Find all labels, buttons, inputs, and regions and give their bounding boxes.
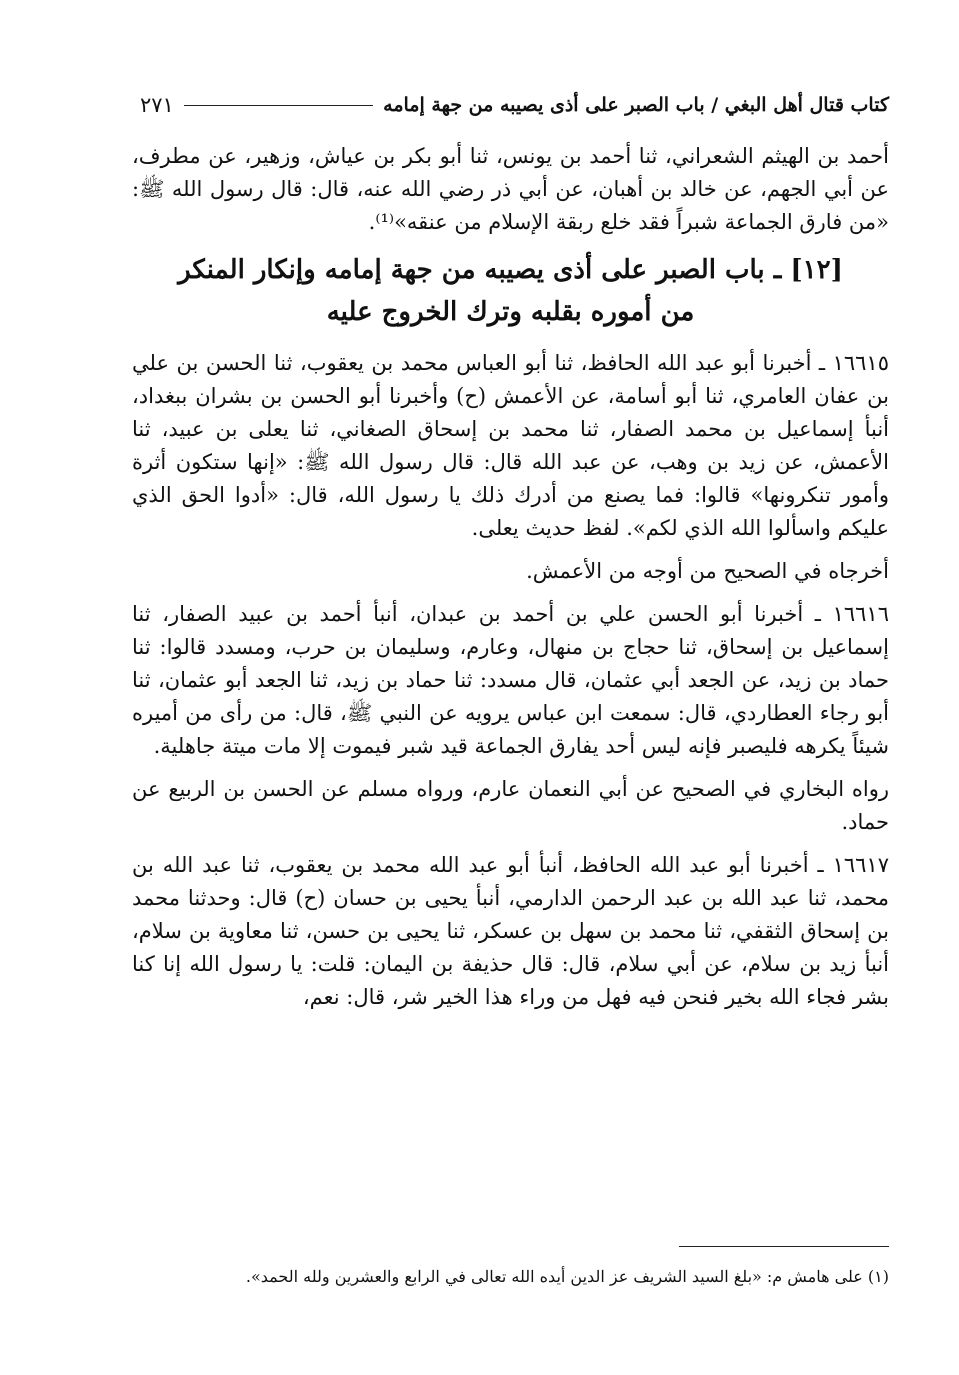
footnote: (١) على هامش م: «بلغ السيد الشريف عز الدين أيده الله تعالى في الرابع والعشرين ولله الحمد».	[245, 1267, 889, 1286]
main-text	[132, 140, 889, 1024]
page-number: ٢٧١	[140, 93, 174, 117]
paragraph: ١٦٦١٧ ـ أخبرنا أبو عبد الله الحافظ، أنبأ أبو عبد الله محمد بن يعقوب، ثنا عبد الله بن محمد، ثنا عبد الله بن عبد الرحمن الدارمي، أنبأ يحيى بن حسان (ح) قال: وحدثنا محمد بن إسحاق الثقفي، ثنا محمد بن سهل بن عسكر، ثنا يحيى بن حسن، ثنا معاوية بن سلام، أنبأ زيد بن سلام، عن أبي سلام، قال: قال حذيفة بن اليمان: قلت: يا رسول الله إنا كنا بشر فجاء الله بخير فنحن فيه فهل من وراء هذا الخير شر، قال: نعم،	[132, 853, 889, 1009]
paragraph: أحمد بن الهيثم الشعراني، ثنا أحمد بن يونس، ثنا أبو بكر بن عياش، وزهير، عن مطرف، عن أبي الجهم، عن خالد بن أهبان، عن أبي ذر رضي الله عنه، قال: قال رسول الله ﷺ: «من فارق الجماعة شبراً فقد خلع ربقة الإسلام من عنقه»⁽¹⁾.	[132, 144, 889, 234]
chapter-heading	[132, 249, 889, 333]
footnotes	[132, 1264, 889, 1290]
paragraph: رواه البخاري في الصحيح عن أبي النعمان عارم، ورواه مسلم عن الحسن بن الربيع عن حماد.	[132, 777, 889, 834]
running-header	[140, 88, 889, 122]
chapter-heading-line: [١٢] ـ باب الصبر على أذى يصيبه من جهة إمامه وإنكار المنكر	[178, 255, 843, 285]
paragraph: ١٦٦١٥ ـ أخبرنا أبو عبد الله الحافظ، ثنا أبو العباس محمد بن يعقوب، ثنا الحسن بن علي بن عفان العامري، ثنا أبو أسامة، عن الأعمش (ح) وأخبرنا أبو الحسن بن بشران ببغداد، أنبأ إسماعيل بن محمد الصفار، ثنا محمد بن إسحاق الصغاني، ثنا يعلى بن عبيد، ثنا الأعمش، عن زيد بن وهب، عن عبد الله قال: قال رسول الله ﷺ: «إنها ستكون أثرة وأمور تنكرونها» قالوا: فما يصنع من أدرك ذلك يا رسول الله، قال: «أدوا الحق الذي عليكم واسألوا الله الذي لكم». لفظ حديث يعلى.	[132, 351, 889, 540]
chapter-heading-line: من أموره بقلبه وترك الخروج عليه	[326, 297, 695, 327]
paragraph: ١٦٦١٦ ـ أخبرنا أبو الحسن علي بن أحمد بن عبدان، أنبأ أحمد بن عبيد الصفار، ثنا إسماعيل بن إسحاق، ثنا حجاج بن منهال، وعارم، وسليمان بن حرب، ومسدد قالوا: ثنا حماد بن زيد، عن الجعد أبي عثمان، قال مسدد: ثنا حماد بن زيد، ثنا الجعد أبو عثمان، ثنا أبو رجاء العطاردي، قال: سمعت ابن عباس يرويه عن النبي ﷺ، قال: من رأى من أميره شيئاً يكرهه فليصبر فإنه ليس أحد يفارق الجماعة قيد شبر فيموت إلا مات ميتة جاهلية.	[132, 602, 889, 758]
header-rule	[184, 105, 373, 106]
paragraph: أخرجاه في الصحيح من أوجه من الأعمش.	[526, 559, 889, 583]
header-title: كتاب قتال أهل البغي / باب الصبر على أذى يصيبه من جهة إمامه	[383, 94, 889, 116]
footnote-rule	[679, 1246, 889, 1247]
